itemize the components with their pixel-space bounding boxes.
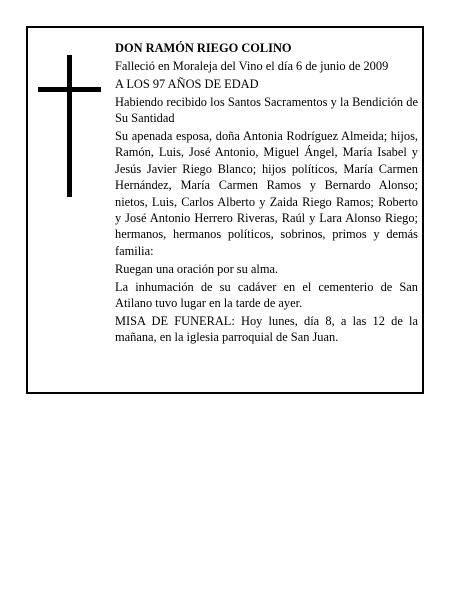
family-statement: Su apenada esposa, doña Antonia Rodríguez Almeida; hijos, Ramón, Luis, José Antonio, Miguel Ángel, María Isabel y Jesús Javier Riego Blanco; hijos políticos, María Carmen Hernández, María Carmen Ramos y Bernardo Alonso; nietos, Luis, Carlos Alberto y Zaida Riego Ramos; Roberto y José Antonio Herrero Riveras, Raúl y Lara Alonso Riego; hermanos, hermanos políticos, sobrinos, primos y demás familia: <box>115 129 418 258</box>
sacraments-statement: Habiendo recibido los Santos Sacramentos y la Bendición de Su Santidad <box>115 94 418 126</box>
deceased-name: DON RAMÓN RIEGO COLINO <box>115 41 292 55</box>
death-statement: Falleció en Moraleja del Vino el día 6 de junio de 2009 <box>115 58 389 73</box>
funeral-mass: MISA DE FUNERAL: Hoy lunes, día 8, a las 12 de la mañana, en la iglesia parroquial de San Juan. <box>115 314 418 345</box>
obituary-notice <box>26 26 424 394</box>
obituary-text <box>115 40 418 347</box>
burial-statement: La inhumación de su cadáver en el cementerio de San Atilano tuvo lugar en la tarde de ayer. <box>115 279 418 311</box>
age-statement: A LOS 97 AÑOS DE EDAD <box>115 76 259 91</box>
prayer-request: Ruegan una oración por su alma. <box>115 261 279 276</box>
